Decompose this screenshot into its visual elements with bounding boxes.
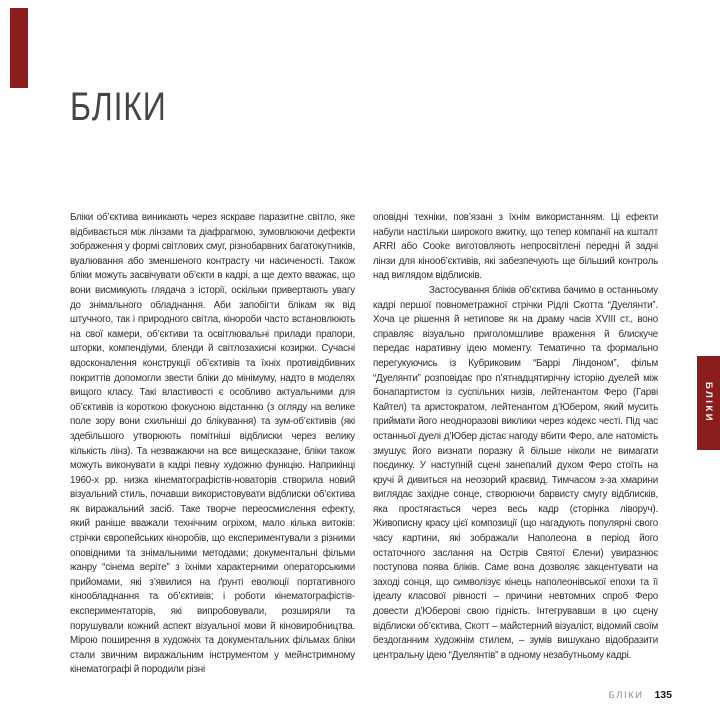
paragraph: Бліки об’єктива виникають через яскраве паразитне світло, яке відбивається між лінзами та діафрагмою, зумовлюючи дефекти зображення у формі світлових смуг, різнобарвних багатокутників, вуалювання або зменшеного контрасту чи насиченості. Також бліки можуть засвічувати об’єкти в кадрі, а ще дехто вважає, що вони висмикують глядача з історії, оскільки привертають увагу до знімального обладнання. Аби запобігти блікам як від штучного, так і природного світла, кінороби часто встановлюють на свої камери, об’єктиви та освітлювальні прилади прапори, шторки, компендіуми, бленди й світлозахисні козирки. Сучасні вдосконалення конструкції об’єктивів та їхніх противідбивних покриттів допомогли звести бліки до мінімуму, надто в моделях вищого класу. Такі властивості є особливо актуальними для об’єктивів із короткою фокусною відстанню (з огляду на велике поле зору вони схильніші до блікування) та зум-об’єктивів (які здебільшого утворюють помітніші відблиски через велику кількість лінз). Та незважаючи на все вищесказане, бліки також можуть виконувати в кадрі певну художню функцію. Наприкінці 1960-х рр. низка кінематографістів-новаторів створила новий візуальний стиль, почавши використовувати відблиски об’єктива як виражальний засіб. Таке творче переосмислення ефекту, який раніше вважали технічним огріхом, мало кілька витоків: стрічки європейських кіноробів, що експериментували з різними оповідними та знімальними методами; документальні фільми жанру “сінема веріте” з їхніми характерними операторськими прийомами, які з’явилися на ґрунті еволюції портативного кінообладнання та об’єктивів; і роботи кінематографістів-експериментаторів, які випробовували, розширяли та порушували кожний аспект візуальної мови й кіновиробництва. Мірою поширення в художніх та документальних фільмах бліки стали звичним виражальним інструментом у мейнстримному кінематографі й породили різні bbox=[70, 212, 355, 676]
footer-page-number: 135 bbox=[654, 689, 672, 701]
chapter-side-tab bbox=[697, 356, 720, 450]
paragraph: оповідні техніки, пов’язані з їхнім використанням. Ці ефекти набули настільки широкого вжитку, що тепер компанії на кшталт ARRI або Cooke виготовляють непросвітлені передні й задні лінзи для кінооб’єктивів, які забезпечують ще більший контроль над виглядом відблисків. bbox=[373, 212, 658, 282]
chapter-edge-mark bbox=[10, 8, 28, 88]
body-text bbox=[70, 211, 658, 691]
chapter-side-tab-label: БЛІКИ bbox=[703, 382, 714, 424]
text-column-left bbox=[70, 211, 355, 691]
page-title: БЛІКИ bbox=[70, 85, 167, 129]
paragraph: Застосування бліків об’єктива бачимо в останньому кадрі першої повнометражної стрічки Рідлі Скотта “Дуелянти”. Хоча це рішення й нетипове як на драму часів XVIII ст., воно справляє візуально приголомшливе враження й блискуче передає наративну ідею моменту. Тематично та формально перегукуючись із Кубриковим “Баррі Ліндоном”, фільм “Дуелянти” розповідає про п’ятнадцятирічну історію дуелей між бонапартистом із суспільних низів, лейтенантом Феро (Гарві Кайтел) та аристократом, лейтенантом д’Юбером, який мусить приймати його неодноразові виклики через кодекс честі. Під час останньої дуелі д’Юбер дістає нагоду вбити Феро, але натомість змушує його визнати поразку й більше ніколи не вимагати поєдинку. У наступній сцені занепалий духом Феро стоїть на кручі й дивиться на неозорий краєвид. Тимчасом з-за хмарини виглядає західне сонце, створюючи барвисту смугу відблисків, яка простягається через весь кадр (сторінка ліворуч). Живописну красу цієї композиції (що нагадують популярні свого часу картини, які зображали Наполеона в період його остаточного заслання на Острів Святої Єлени) увиразнює поступова поява бліків. Саме вона дозволяє закцентувати на заході сонця, що символізує кінець наполеонівської епохи та її ідеалу класової рівності – причини невтомних спроб Феро довести д’Юберові свою гідність. Інтегрувавши в цю сцену відблиски об’єктива, Скотт – майстерний візуаліст, відомий своїм бездоганним художнім стилем, – зумів вишукано відобразити центральну ідею “Дуелянтів” в одному незабутньому кадрі. bbox=[373, 284, 658, 661]
page-footer bbox=[608, 689, 672, 701]
text-column-right bbox=[373, 211, 658, 691]
footer-chapter-label: БЛІКИ bbox=[608, 690, 644, 701]
